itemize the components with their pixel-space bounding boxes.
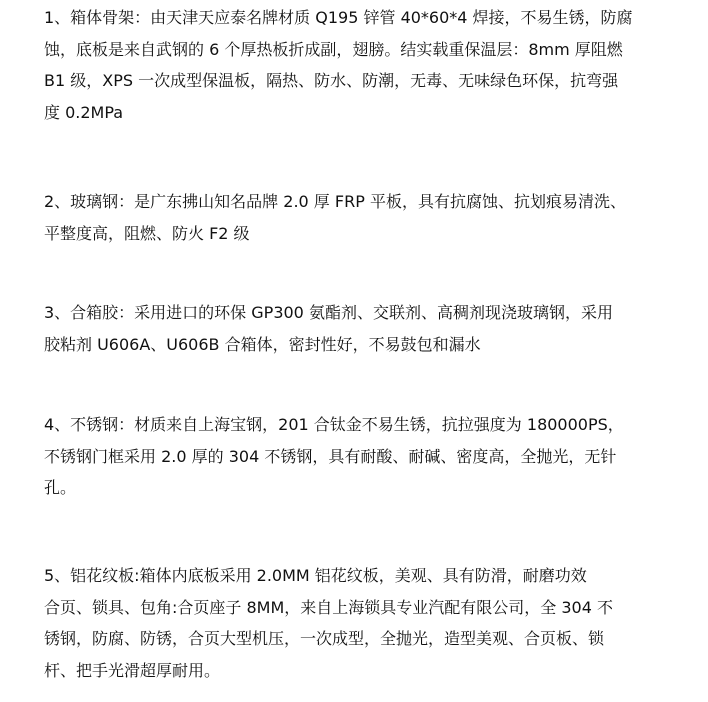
paragraph-line: 胶粘剂 U606A、U606B 合箱体，密封性好，不易鼓包和漏水 — [44, 334, 481, 354]
paragraph-line: 1、箱体骨架：由天津天应泰名牌材质 Q195 锌管 40*60*4 焊接，不易生锈，防腐 — [44, 8, 633, 27]
paragraph-line: 蚀，底板是来自武钢的 6 个厚热板折成副，翅膀。结实载重保温层：8mm 厚阻燃 — [44, 39, 623, 59]
paragraph-line: 孔。 — [44, 478, 77, 497]
paragraph-line: 度 0.2MPa — [44, 102, 124, 122]
paragraph-line: 不锈钢门框采用 2.0 厚的 304 不锈钢，具有耐酸、耐碱、密度高，全抛光，无针 — [44, 446, 617, 466]
paragraph-line: 2、玻璃钢：是广东拂山知名品牌 2.0 厚 FRP 平板，具有抗腐蚀、抗划痕易清洗、 — [44, 192, 626, 211]
paragraph-line: 3、合箱胶：采用进口的环保 GP300 氨酯剂、交联剂、高稠剂现浇玻璃钢，采用 — [44, 303, 613, 322]
paragraph-line: 平整度高，阻燃、防火 F2 级 — [44, 223, 250, 243]
paragraph-line: 4、不锈钢：材质来自上海宝钢，201 合钛金不易生锈，抗拉强度为 180000PS， — [44, 415, 624, 434]
paragraph-fiberglass — [44, 186, 684, 249]
paragraph-aluminum-plate — [44, 560, 684, 686]
paragraph-box-frame — [44, 2, 684, 128]
paragraph-line: B1 级，XPS 一次成型保温板，隔热、防水、防潮，无毒、无味绿色环保，抗弯强 — [44, 71, 619, 90]
paragraph-line: 5、铝花纹板:箱体内底板采用 2.0MM 铝花纹板，美观、具有防滑，耐磨功效 — [44, 566, 587, 585]
paragraph-adhesive — [44, 297, 684, 360]
paragraph-line: 合页、锁具、包角:合页座子 8MM，来自上海锁具专业汽配有限公司，全 304 不 — [44, 597, 613, 617]
paragraph-stainless-steel — [44, 409, 684, 504]
paragraph-line: 锈钢，防腐、防锈，合页大型机压，一次成型，全抛光，造型美观、合页板、锁 — [44, 629, 605, 648]
paragraph-line: 杆、把手光滑超厚耐用。 — [44, 660, 221, 680]
